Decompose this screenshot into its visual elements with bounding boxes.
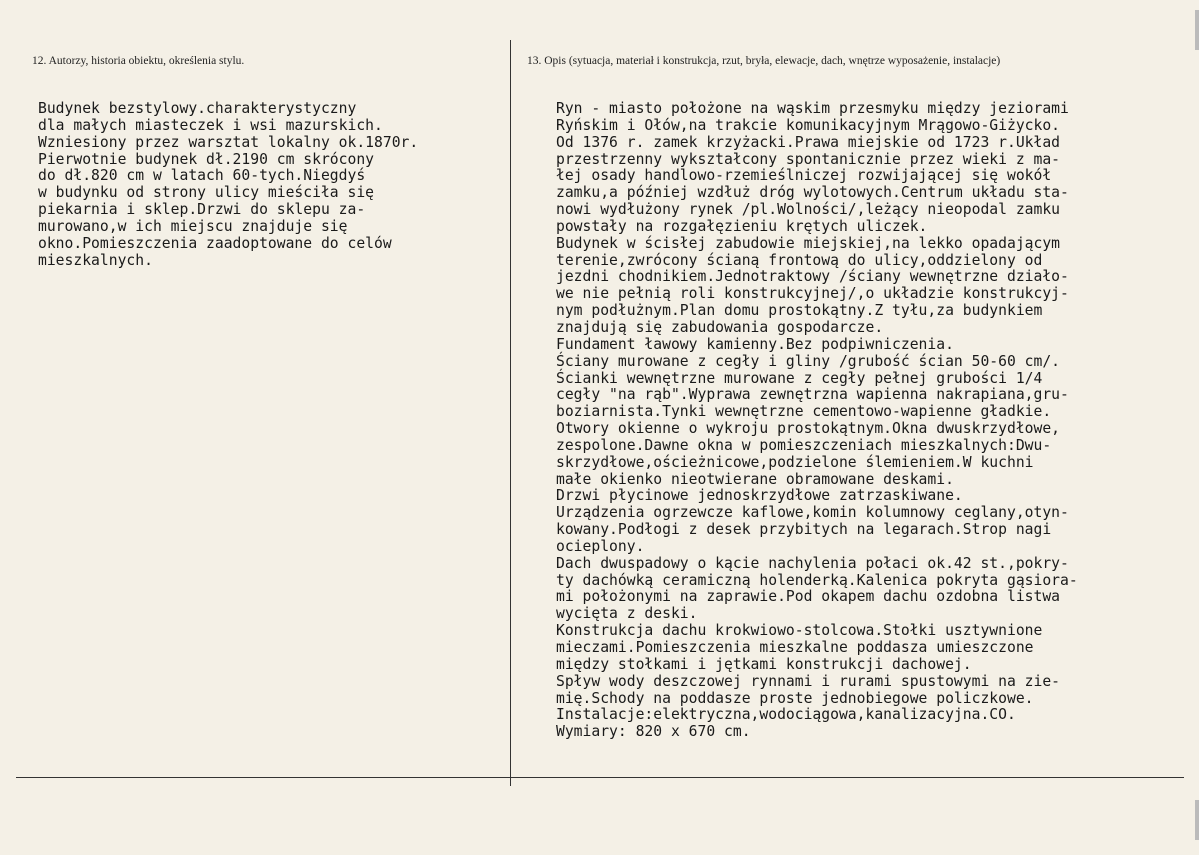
text-line: jezdni chodnikiem.Jednotraktowy /ściany wewnętrzne działo- bbox=[556, 268, 1069, 286]
text-line: Konstrukcja dachu krokwiowo-stolcowa.Stołki usztywnione bbox=[556, 622, 1043, 640]
text-line: Ścianki wewnętrzne murowane z cegły pełnej grubości 1/4 bbox=[556, 369, 1043, 387]
text-line: przestrzenny wykształcony spontanicznie przez wieki z ma- bbox=[556, 150, 1061, 168]
text-line: między stołkami i jętkami konstrukcji dachowej. bbox=[556, 655, 972, 673]
text-line: Od 1376 r. zamek krzyżacki.Prawa miejskie od 1723 r.Układ bbox=[556, 133, 1061, 151]
text-line: Wzniesiony przez warsztat lokalny ok.1870r. bbox=[38, 133, 419, 151]
text-line: znajdują się zabudowania gospodarcze. bbox=[556, 318, 884, 336]
text-line: Ściany murowane z cegły i gliny /grubość ścian 50-60 cm/. bbox=[556, 352, 1061, 370]
text-line: mi położonymi na zaprawie.Pod okapem dachu ozdobna listwa bbox=[556, 588, 1061, 606]
text-line: Spływ wody deszczowej rynnami i rurami spustowymi na zie- bbox=[556, 672, 1061, 690]
text-line: skrzydłowe,ościeżnicowe,podzielone ślemieniem.W kuchni bbox=[556, 453, 1034, 471]
section-13-body bbox=[556, 101, 1078, 741]
text-line: ty dachówką ceramiczną holenderką.Kalenica pokryta gąsiora- bbox=[556, 571, 1078, 589]
text-line: mieszkalnych. bbox=[38, 251, 153, 269]
text-line: terenie,zwrócony ścianą frontową do ulicy,oddzielony od bbox=[556, 251, 1043, 269]
text-line: Wymiary: 820 x 670 cm. bbox=[556, 723, 751, 741]
text-line: w budynku od strony ulicy mieściła się bbox=[38, 184, 375, 202]
text-line: Budynek bezstylowy.charakterystyczny bbox=[38, 100, 357, 117]
text-line: nym podłużnym.Plan domu prostokątny.Z tyłu,za budynkiem bbox=[556, 302, 1043, 320]
edge-mark-bottom bbox=[1195, 800, 1199, 840]
text-line: nowi wydłużony rynek /pl.Wolności/,leżący nieopodal zamku bbox=[556, 201, 1061, 219]
section-13-header: 13. Opis (sytuacja, materiał i konstrukcja, rzut, bryła, elewacje, dach, wnętrze wyposażenie, instalacje) bbox=[527, 55, 1001, 67]
edge-mark-top bbox=[1195, 10, 1199, 50]
text-line: cegły "na rąb".Wyprawa zewnętrzna wapienna nakrapiana,gru- bbox=[556, 386, 1069, 404]
text-line: Fundament ławowy kamienny.Bez podpiwniczenia. bbox=[556, 335, 954, 353]
text-line: mieczami.Pomieszczenia mieszkalne poddasza umieszczone bbox=[556, 639, 1034, 656]
text-line: zespolone.Dawne okna w pomieszczeniach mieszkalnych:Dwu- bbox=[556, 436, 1052, 454]
section-12-header: 12. Autorzy, historia obiektu, określenia stylu. bbox=[32, 55, 245, 67]
text-line: murowano,w ich miejscu znajduje się bbox=[38, 217, 348, 235]
text-line: boziarnista.Tynki wewnętrzne cementowo-wapienne gładkie. bbox=[556, 403, 1052, 421]
text-line: piekarnia i sklep.Drzwi do sklepu za- bbox=[38, 201, 366, 219]
text-line: Urządzenia ogrzewcze kaflowe,komin kolumnowy ceglany,otyn- bbox=[556, 504, 1069, 522]
text-line: Budynek w ścisłej zabudowie miejskiej,na lekko opadającym bbox=[556, 234, 1061, 252]
text-line: do dł.820 cm w latach 60-tych.Niegdyś bbox=[38, 167, 366, 185]
text-line: mię.Schody na poddasze proste jednobiegowe policzkowe. bbox=[556, 689, 1034, 707]
text-line: ocieplony. bbox=[556, 537, 645, 555]
text-line: we nie pełnią roli konstrukcyjnej/,o układzie konstrukcyj- bbox=[556, 285, 1069, 303]
text-line: Pierwotnie budynek dł.2190 cm skrócony bbox=[38, 150, 375, 168]
text-line: małe okienko nieotwierane obramowane deskami. bbox=[556, 470, 954, 488]
text-line: Ryn - miasto położone na wąskim przesmyku między jeziorami bbox=[556, 100, 1069, 117]
text-line: zamku,a później wzdłuż dróg wylotowych.Centrum układu sta- bbox=[556, 184, 1069, 202]
text-line: Instalacje:elektryczna,wodociągowa,kanalizacyjna.CO. bbox=[556, 706, 1016, 724]
text-line: okno.Pomieszczenia zaadoptowane do celów bbox=[38, 234, 392, 252]
text-line: łej osady handlowo-rzemieślniczej rozwijającej się wokół bbox=[556, 167, 1052, 185]
text-line: wycięta z deski. bbox=[556, 605, 698, 623]
section-12-body bbox=[38, 101, 418, 269]
text-line: powstały na rozgałęzieniu krętych uliczek. bbox=[556, 217, 928, 235]
bottom-rule bbox=[16, 777, 1184, 778]
text-line: Otwory okienne o wykroju prostokątnym.Okna dwuskrzydłowe, bbox=[556, 420, 1061, 438]
column-divider bbox=[510, 40, 511, 786]
text-line: dla małych miasteczek i wsi mazurskich. bbox=[38, 116, 383, 134]
text-line: Drzwi płycinowe jednoskrzydłowe zatrzaskiwane. bbox=[556, 487, 963, 505]
text-line: Dach dwuspadowy o kącie nachylenia połaci ok.42 st.,pokry- bbox=[556, 554, 1069, 572]
text-line: kowany.Podłogi z desek przybitych na legarach.Strop nagi bbox=[556, 521, 1052, 539]
text-line: Ryńskim i Ołów,na trakcie komunikacyjnym Mrągowo-Giżycko. bbox=[556, 116, 1061, 134]
